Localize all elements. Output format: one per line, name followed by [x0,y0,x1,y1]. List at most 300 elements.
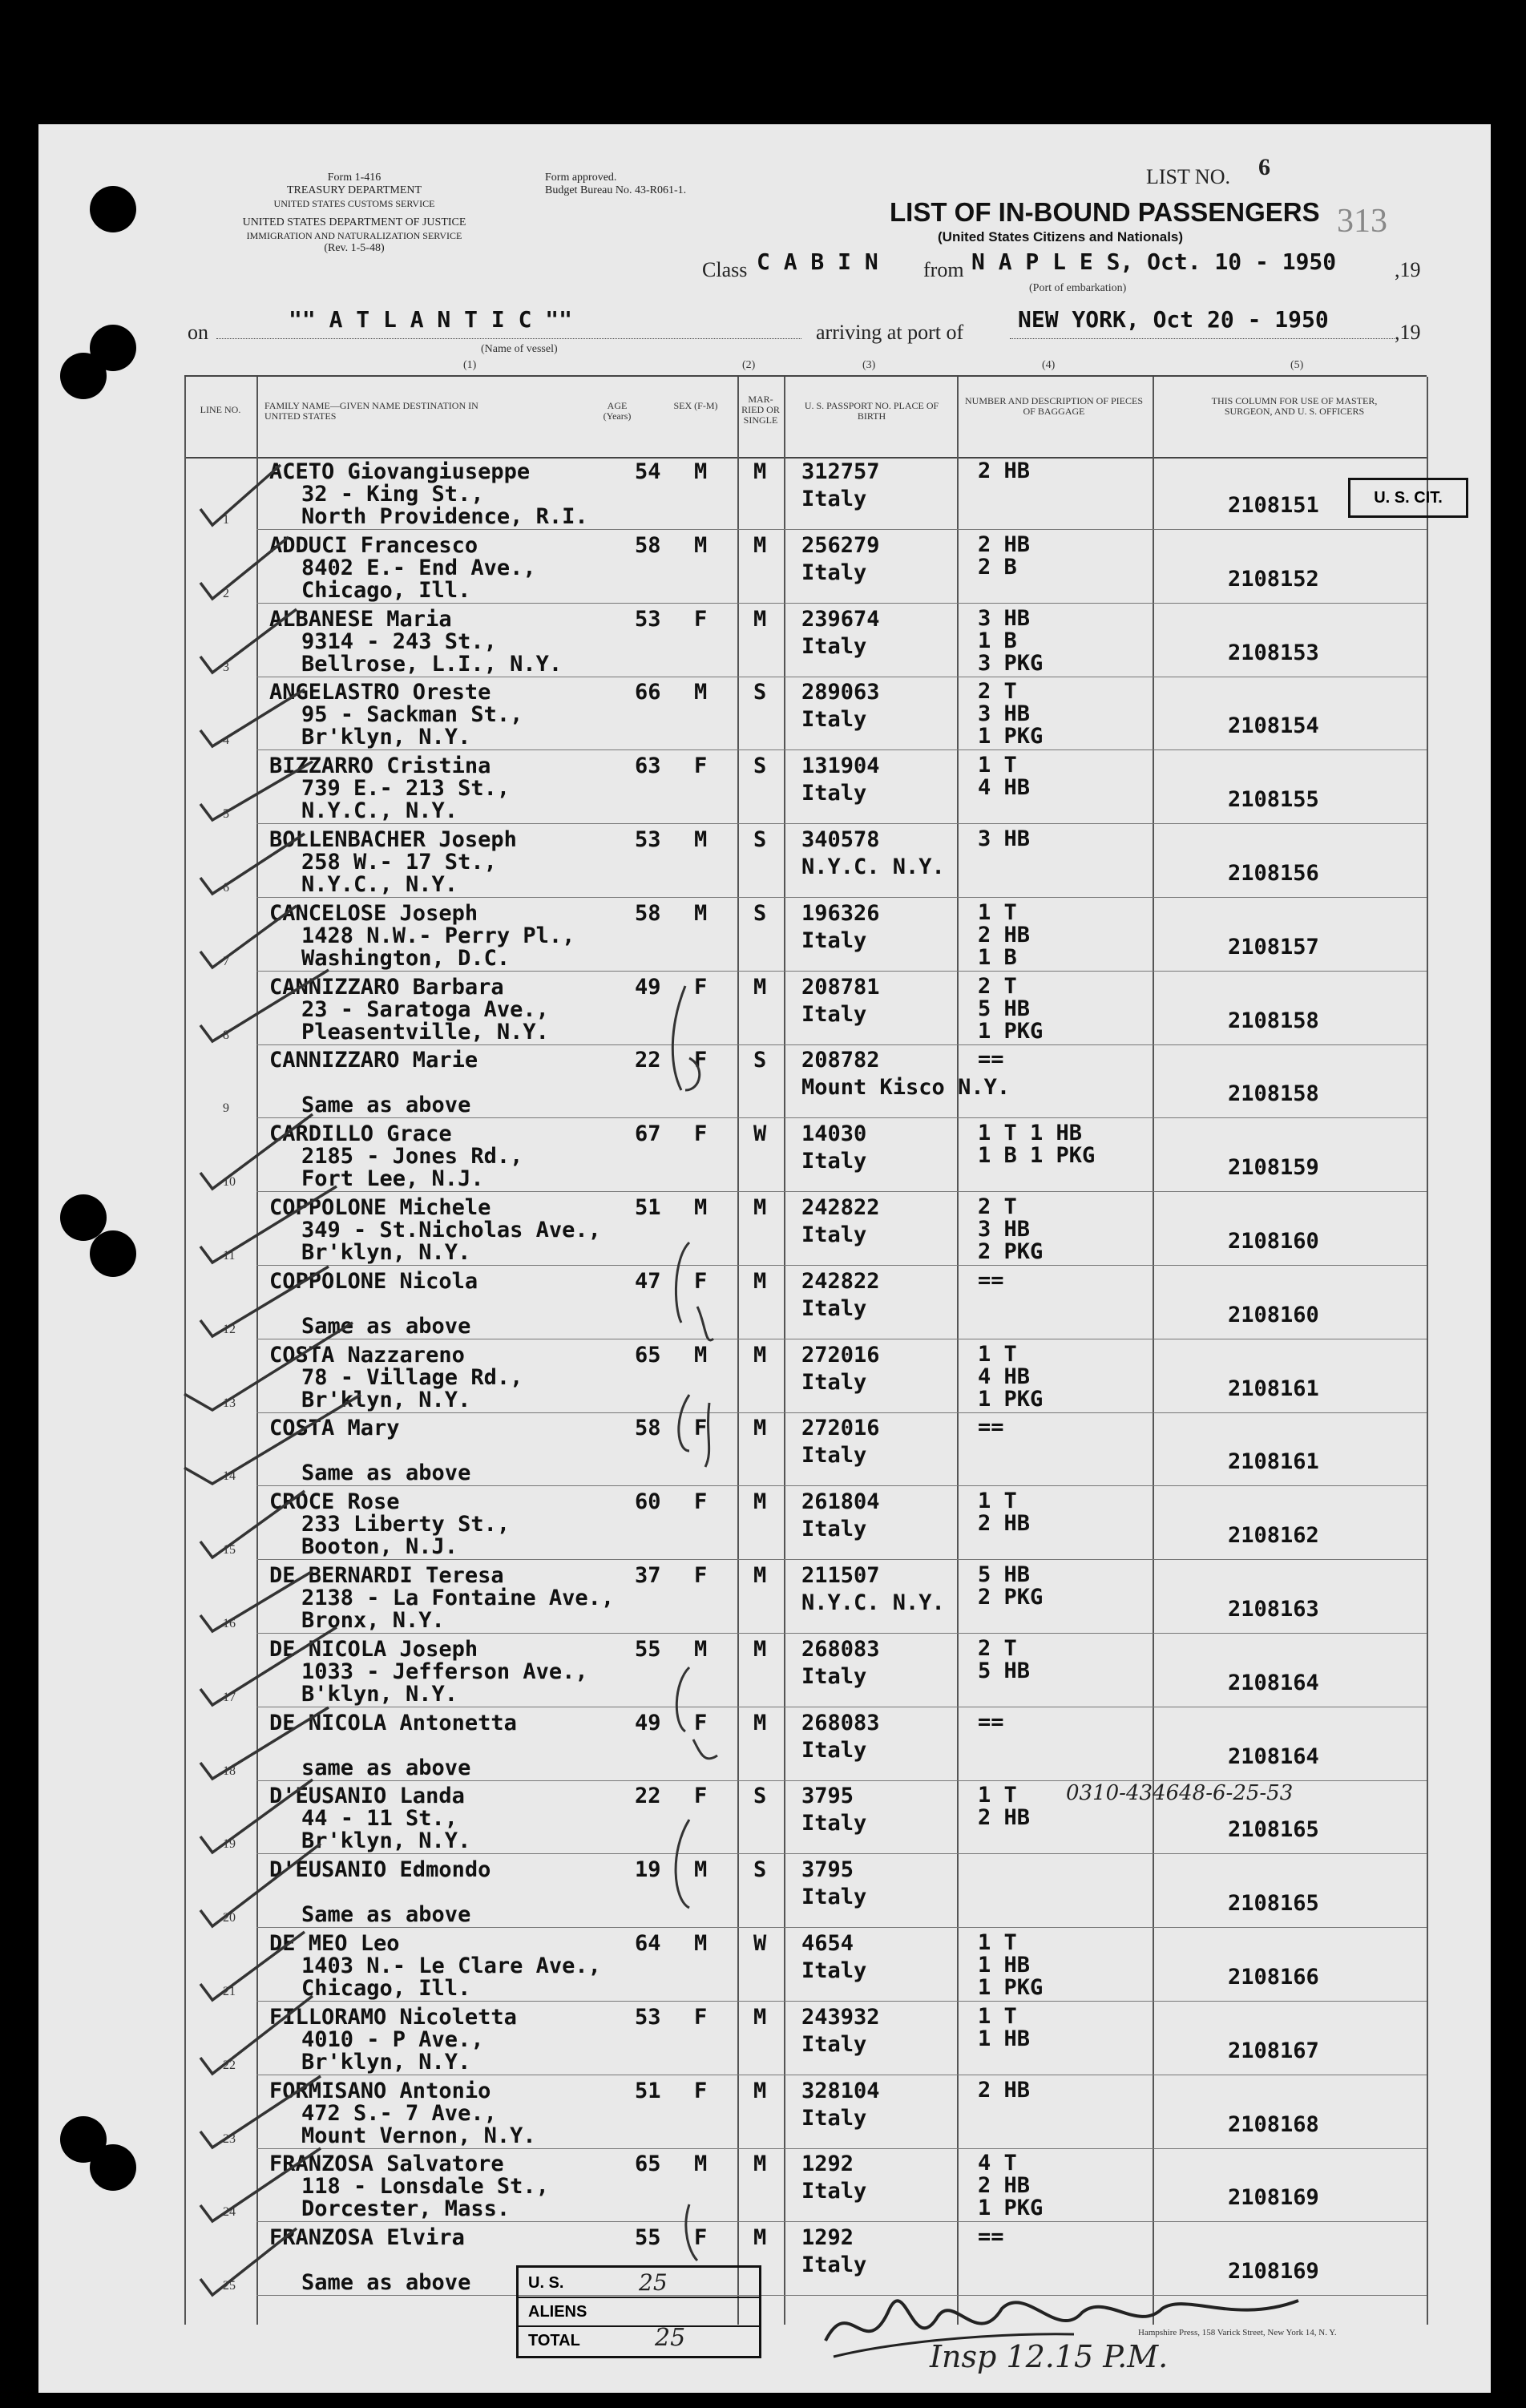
passenger-name: FRANZOSA Salvatore [269,2151,504,2176]
sex: F [694,607,708,632]
place-of-birth: Italy [801,2179,867,2204]
place-of-birth: Italy [801,1296,867,1321]
form-header-block [186,172,523,255]
sex: M [694,1343,708,1368]
address-line-1: 95 - Sackman St., [301,702,523,727]
age: 65 [635,2151,661,2176]
sex: F [694,2005,708,2030]
place-of-birth: Italy [801,707,867,732]
officer-code: 2108165 [1228,1891,1319,1916]
address-line-1: 32 - King St., [301,482,484,507]
sex: F [694,975,708,1000]
baggage-item: 3 PKG [978,651,1044,676]
sex: F [694,1784,708,1808]
baggage-item: 1 PKG [978,1019,1044,1044]
officer-code: 2108154 [1228,713,1319,738]
baggage-item: 2 HB [978,532,1031,557]
sex: F [694,1121,708,1146]
marital-status: M [753,607,767,632]
officer-code: 2108164 [1228,1744,1319,1769]
col-num-3: (3) [862,359,876,371]
age: 58 [635,1416,661,1440]
line-number: 3 [223,661,229,674]
address-line-2: Bellrose, L.I., N.Y. [301,652,563,677]
sex: M [694,533,708,558]
stamp-number: 313 [1337,203,1387,240]
baggage-item: == [978,1415,1004,1440]
baggage-item: 2 HB [978,1511,1031,1536]
passport-number: 268083 [801,1637,880,1662]
passenger-name: CARDILLO Grace [269,1121,452,1146]
address-line-1: 1428 N.W.- Perry Pl., [301,923,575,948]
baggage-item: 2 B [978,555,1017,580]
place-of-birth: Italy [801,1222,867,1247]
address-line-2: B'klyn, N.Y. [301,1682,458,1707]
sex: F [694,1269,708,1294]
sex: F [694,2079,708,2103]
baggage-item: 2 HB [978,1805,1031,1830]
address-line-2: Booton, N.J. [301,1534,458,1559]
passport-number: 1292 [801,2225,854,2250]
address-line-2: Chicago, Ill. [301,578,471,603]
place-of-birth: Italy [801,781,867,806]
totals-aliens-label: ALIENS [528,2303,587,2321]
marital-status: W [753,1931,767,1956]
line-number: 11 [223,1249,236,1263]
age: 54 [635,459,661,484]
address-line-2: Same as above [301,2270,471,2295]
form-revision: (Rev. 1-5-48) [324,242,385,254]
marital-status: M [753,1489,767,1514]
arriving-label: arriving at port of [816,321,964,344]
place-of-birth: Italy [801,2106,867,2131]
line-number: 20 [223,1911,236,1925]
marital-status: M [753,1195,767,1220]
officer-code: 2108158 [1228,1081,1319,1106]
address-line-2: N.Y.C., N.Y. [301,798,458,823]
address-line-2: Br'klyn, N.Y. [301,1388,471,1412]
address-line-1: 233 Liberty St., [301,1512,511,1537]
totals-us-value: 25 [639,2269,668,2296]
line-number: 22 [223,2059,236,2072]
marital-status: M [753,2225,767,2250]
baggage-item: 2 T [978,1636,1017,1661]
address-line-2: Fort Lee, N.J. [301,1166,484,1191]
passenger-name: COSTA Mary [269,1416,400,1440]
agency-customs: UNITED STATES CUSTOMS SERVICE [273,198,435,209]
inspector-note: Insp 12.15 P.M. [930,2339,1169,2374]
address-line-1: 472 S.- 7 Ave., [301,2101,497,2126]
place-of-birth: Italy [801,1811,867,1836]
age: 49 [635,975,661,1000]
sex: F [694,1711,708,1735]
passport-number: 261804 [801,1489,880,1514]
line-number: 12 [223,1323,236,1336]
baggage-item: == [978,2224,1004,2249]
place-of-birth: Italy [801,1885,867,1909]
baggage-item: 4 T [978,2151,1017,2176]
baggage-item: == [978,1268,1004,1293]
officer-code: 2108169 [1228,2185,1319,2210]
header-baggage: NUMBER AND DESCRIPTION OF PIECES OF BAGGAGE [964,395,1144,417]
address-line-1: 44 - 11 St., [301,1806,458,1831]
passenger-name: BIZZARRO Cristina [269,754,491,778]
address-line-2: Same as above [301,1093,471,1117]
us-citizen-stamp [1348,478,1468,518]
address-line-2: Bronx, N.Y. [301,1608,445,1633]
passport-number: 211507 [801,1563,880,1588]
baggage-item: 1 B [978,945,1017,970]
baggage-item: 4 HB [978,775,1031,800]
place-of-birth: Mount Kisco N.Y. [801,1075,1011,1100]
baggage-item: 2 PKG [978,1239,1044,1264]
baggage-item: 2 HB [978,2173,1031,2198]
baggage-item: 2 PKG [978,1585,1044,1610]
list-number-label: LIST NO. [1146,165,1230,188]
address-line-1: 78 - Village Rd., [301,1365,523,1390]
col-num-1: (1) [463,359,477,371]
age: 63 [635,754,661,778]
sex: M [694,459,708,484]
passport-number: 328104 [801,2079,880,2103]
line-number: 2 [223,587,229,600]
baggage-item: 1 T [978,1930,1017,1955]
passenger-name: COSTA Nazzareno [269,1343,465,1368]
year-suffix: ,19 [1395,258,1421,281]
baggage-item: 2 T [978,974,1017,999]
baggage-item: 4 HB [978,1364,1031,1389]
passport-number: 3795 [801,1857,854,1882]
vessel-caption: (Name of vessel) [481,343,558,355]
marital-status: S [753,680,767,705]
passport-number: 14030 [801,1121,867,1146]
baggage-item: 1 T [978,1783,1017,1808]
officer-code: 2108153 [1228,640,1319,665]
address-line-2: Br'klyn, N.Y. [301,725,471,749]
passport-number: 208781 [801,975,880,1000]
address-line-1: 4010 - P Ave., [301,2027,484,2052]
address-line-1: 1403 N.- Le Clare Ave., [301,1953,601,1978]
line-number: 19 [223,1837,236,1851]
line-number: 13 [223,1396,236,1410]
line-number: 21 [223,1985,236,1998]
marital-status: M [753,459,767,484]
page-title: LIST OF IN-BOUND PASSENGERS [890,197,1320,227]
address-line-1: 1033 - Jefferson Ave., [301,1659,588,1684]
line-number: 5 [223,807,229,821]
address-line-2: N.Y.C., N.Y. [301,872,458,897]
passenger-name: D'EUSANIO Edmondo [269,1857,491,1882]
officer-code: 2108160 [1228,1229,1319,1254]
marital-status: M [753,533,767,558]
officer-code: 2108165 [1228,1817,1319,1842]
baggage-item: 1 T [978,900,1017,925]
line-number: 18 [223,1764,236,1778]
sex: M [694,1857,708,1882]
passenger-name: CANNIZZARO Barbara [269,975,504,1000]
handwritten-passport-note: 0310-434648-6-25-53 [1066,1781,1294,1805]
passport-number: 272016 [801,1343,880,1368]
page-subtitle: (United States Citizens and Nationals) [938,229,1184,244]
age: 65 [635,1343,661,1368]
passenger-name: BOLLENBACHER Joseph [269,827,517,852]
baggage-item: 2 T [978,1194,1017,1219]
line-number: 4 [223,733,229,747]
officer-code: 2108166 [1228,1965,1319,1990]
embark-port-value: N A P L E S, Oct. 10 - 1950 [971,248,1337,275]
passport-number: 289063 [801,680,880,705]
officer-code: 2108157 [1228,935,1319,960]
passenger-name: ANGELASTRO Oreste [269,680,491,705]
sex: F [694,2225,708,2250]
place-of-birth: Italy [801,1958,867,1983]
baggage-item: 1 T [978,753,1017,778]
passenger-name: DE BERNARDI Teresa [269,1563,504,1588]
passport-number: 256279 [801,533,880,558]
passenger-name: DE NICOLA Joseph [269,1637,478,1662]
class-value: C A B I N [757,248,878,275]
line-number: 9 [223,1101,229,1115]
officer-code: 2108161 [1228,1449,1319,1474]
address-line-2: Mount Vernon, N.Y. [301,2123,536,2148]
line-number: 8 [223,1028,229,1042]
baggage-item: 2 HB [978,459,1031,483]
passport-number: 4654 [801,1931,854,1956]
place-of-birth: Italy [801,2032,867,2057]
officer-code: 2108159 [1228,1155,1319,1180]
sex: F [694,754,708,778]
marital-status: S [753,1048,767,1073]
passport-number: 272016 [801,1416,880,1440]
punch-hole [90,1230,136,1277]
age: 66 [635,680,661,705]
class-label: Class [702,258,748,281]
col-num-2: (2) [742,359,756,371]
marital-status: M [753,2151,767,2176]
baggage-item: 3 HB [978,701,1031,726]
baggage-item: 1 PKG [978,2196,1044,2220]
address-line-1: 9314 - 243 St., [301,629,497,654]
place-of-birth: Italy [801,1443,867,1468]
sex: M [694,680,708,705]
marital-status: M [753,1711,767,1735]
printer-imprint: Hampshire Press, 158 Varick Street, New York 14, N. Y. [1138,2328,1337,2337]
line-number: 15 [223,1543,236,1557]
totals-total-label: TOTAL [528,2332,580,2349]
sex: M [694,1931,708,1956]
officer-code: 2108160 [1228,1303,1319,1327]
passport-number: 239674 [801,607,880,632]
address-line-2: same as above [301,1755,471,1780]
place-of-birth: Italy [801,634,867,659]
vessel-name: "" A T L A N T I C "" [289,306,573,333]
place-of-birth: Italy [801,560,867,585]
marital-status: M [753,2079,767,2103]
place-of-birth: Italy [801,928,867,953]
line-number: 16 [223,1617,236,1630]
baggage-item: 1 PKG [978,724,1044,749]
punch-hole [90,186,136,232]
header-line-no: LINE NO. [200,404,241,415]
marital-status: S [753,754,767,778]
age: 53 [635,607,661,632]
header-passport: U. S. PASSPORT NO. PLACE OF BIRTH [804,400,939,422]
place-of-birth: Italy [801,1149,867,1174]
sex: M [694,901,708,926]
passenger-name: COPPOLONE Michele [269,1195,491,1220]
place-of-birth: Italy [801,1664,867,1689]
marital-status: S [753,827,767,852]
sex: F [694,1048,708,1073]
passport-number: 312757 [801,459,880,484]
officer-code: 2108163 [1228,1597,1319,1622]
baggage-item: 1 PKG [978,1975,1044,2000]
baggage-item: 1 HB [978,1953,1031,1978]
us-citizen-stamp-text: U. S. CIT. [1374,489,1443,507]
officer-code: 2108164 [1228,1671,1319,1695]
line-number: 23 [223,2132,236,2146]
age: 47 [635,1269,661,1294]
form-number: Form 1-416 [327,172,382,184]
marital-status: M [753,1269,767,1294]
passport-number: 268083 [801,1711,880,1735]
officer-code: 2108152 [1228,567,1319,592]
totals-us-label: U. S. [528,2274,564,2292]
line-number: 17 [223,1691,236,1704]
age: 58 [635,901,661,926]
address-line-2: Same as above [301,1314,471,1339]
officer-code: 2108158 [1228,1008,1319,1033]
col-num-5: (5) [1290,359,1304,371]
approval-block [545,172,686,197]
passenger-name: CROCE Rose [269,1489,400,1514]
address-line-1: 118 - Lonsdale St., [301,2174,549,2199]
place-of-birth: Italy [801,1517,867,1541]
marital-status: M [753,1416,767,1440]
sex: M [694,1637,708,1662]
baggage-item: 1 T [978,2004,1017,2029]
passport-number: 1292 [801,2151,854,2176]
passenger-name: COPPOLONE Nicola [269,1269,478,1294]
totals-box [516,2265,761,2358]
col-num-4: (4) [1042,359,1056,371]
age: 37 [635,1563,661,1588]
address-line-1: 2138 - La Fontaine Ave., [301,1586,615,1610]
officer-code: 2108168 [1228,2112,1319,2137]
passenger-name: D'EUSANIO Landa [269,1784,465,1808]
place-of-birth: N.Y.C. N.Y. [801,1590,945,1615]
baggage-item: 3 HB [978,606,1031,631]
agency-ins: IMMIGRATION AND NATURALIZATION SERVICE [246,230,462,241]
year-suffix-2: ,19 [1395,321,1421,344]
line-number: 24 [223,2205,236,2219]
totals-total-value: 25 [655,2324,686,2352]
sex: F [694,1416,708,1440]
age: 60 [635,1489,661,1514]
marital-status: M [753,975,767,1000]
check-marks [176,457,385,2325]
header-officers: THIS COLUMN FOR USE OF MASTER, SURGEON, AND U. S. OFFICERS [1211,395,1378,417]
sex: M [694,827,708,852]
passport-number: 243932 [801,2005,880,2030]
passenger-name: DE NICOLA Antonetta [269,1711,517,1735]
marital-status: W [753,1121,767,1146]
passenger-name: FILLORAMO Nicoletta [269,2005,517,2030]
marital-status: S [753,1784,767,1808]
approval-line-2: Budget Bureau No. 43-R061-1. [545,184,687,196]
agency-treasury: TREASURY DEPARTMENT [286,184,422,196]
line-number: 14 [223,1469,236,1483]
address-line-1: 739 E.- 213 St., [301,776,511,801]
baggage-item: 3 HB [978,826,1031,851]
address-line-2: North Providence, R.I. [301,504,588,529]
passenger-name: FRANZOSA Elvira [269,2225,465,2250]
address-line-1: 349 - St.Nicholas Ave., [301,1218,601,1242]
header-sex: SEX (F-M) [673,400,718,411]
address-line-2: Dorcester, Mass. [301,2196,511,2221]
age: 55 [635,2225,661,2250]
place-of-birth: Italy [801,2252,867,2277]
age: 51 [635,2079,661,2103]
passport-number: 131904 [801,754,880,778]
address-line-2: Br'klyn, N.Y. [301,1240,471,1265]
port-embark-caption: (Port of embarkation) [1029,282,1127,294]
line-number: 6 [223,881,229,895]
marital-status: M [753,1637,767,1662]
bracket-marks [657,970,753,2269]
passport-number: 242822 [801,1195,880,1220]
address-line-1: 2185 - Jones Rd., [301,1144,523,1169]
sex: F [694,1489,708,1514]
baggage-item: == [978,1710,1004,1735]
baggage-item: 1 T [978,1342,1017,1367]
header-name: FAMILY NAME—GIVEN NAME DESTINATION IN UNITED STATES [264,400,478,422]
age: 22 [635,1784,661,1808]
age: 22 [635,1048,661,1073]
on-label: on [188,321,208,344]
address-line-1: 258 W.- 17 St., [301,850,497,875]
passenger-name: CANCELOSE Joseph [269,901,478,926]
marital-status: M [753,1563,767,1588]
header-married: MAR-RIED OR SINGLE [741,394,780,426]
baggage-item: 1 T [978,1489,1017,1513]
passenger-name: CANNIZZARO Marie [269,1048,478,1073]
line-number: 25 [223,2279,236,2293]
baggage-item: 1 HB [978,2026,1031,2051]
baggage-item: 5 HB [978,1659,1031,1683]
age: 49 [635,1711,661,1735]
officer-code: 2108169 [1228,2259,1319,2284]
passenger-name: ALBANESE Maria [269,607,452,632]
from-label: from [923,258,964,281]
officer-code: 2108167 [1228,2038,1319,2063]
age: 51 [635,1195,661,1220]
passport-number: 208782 [801,1048,880,1073]
officer-code: 2108162 [1228,1523,1319,1548]
officer-code: 2108156 [1228,861,1319,886]
marital-status: M [753,1343,767,1368]
address-line-1: 23 - Saratoga Ave., [301,997,549,1022]
arrival-value: NEW YORK, Oct 20 - 1950 [1018,306,1329,333]
sex: F [694,1563,708,1588]
baggage-item: 1 T 1 HB [978,1121,1083,1145]
place-of-birth: Italy [801,1370,867,1395]
place-of-birth: Italy [801,487,867,511]
baggage-item: 5 HB [978,1562,1031,1587]
list-number-value: 6 [1258,154,1270,180]
agency-justice: UNITED STATES DEPARTMENT OF JUSTICE [242,216,466,228]
passport-number: 3795 [801,1784,854,1808]
